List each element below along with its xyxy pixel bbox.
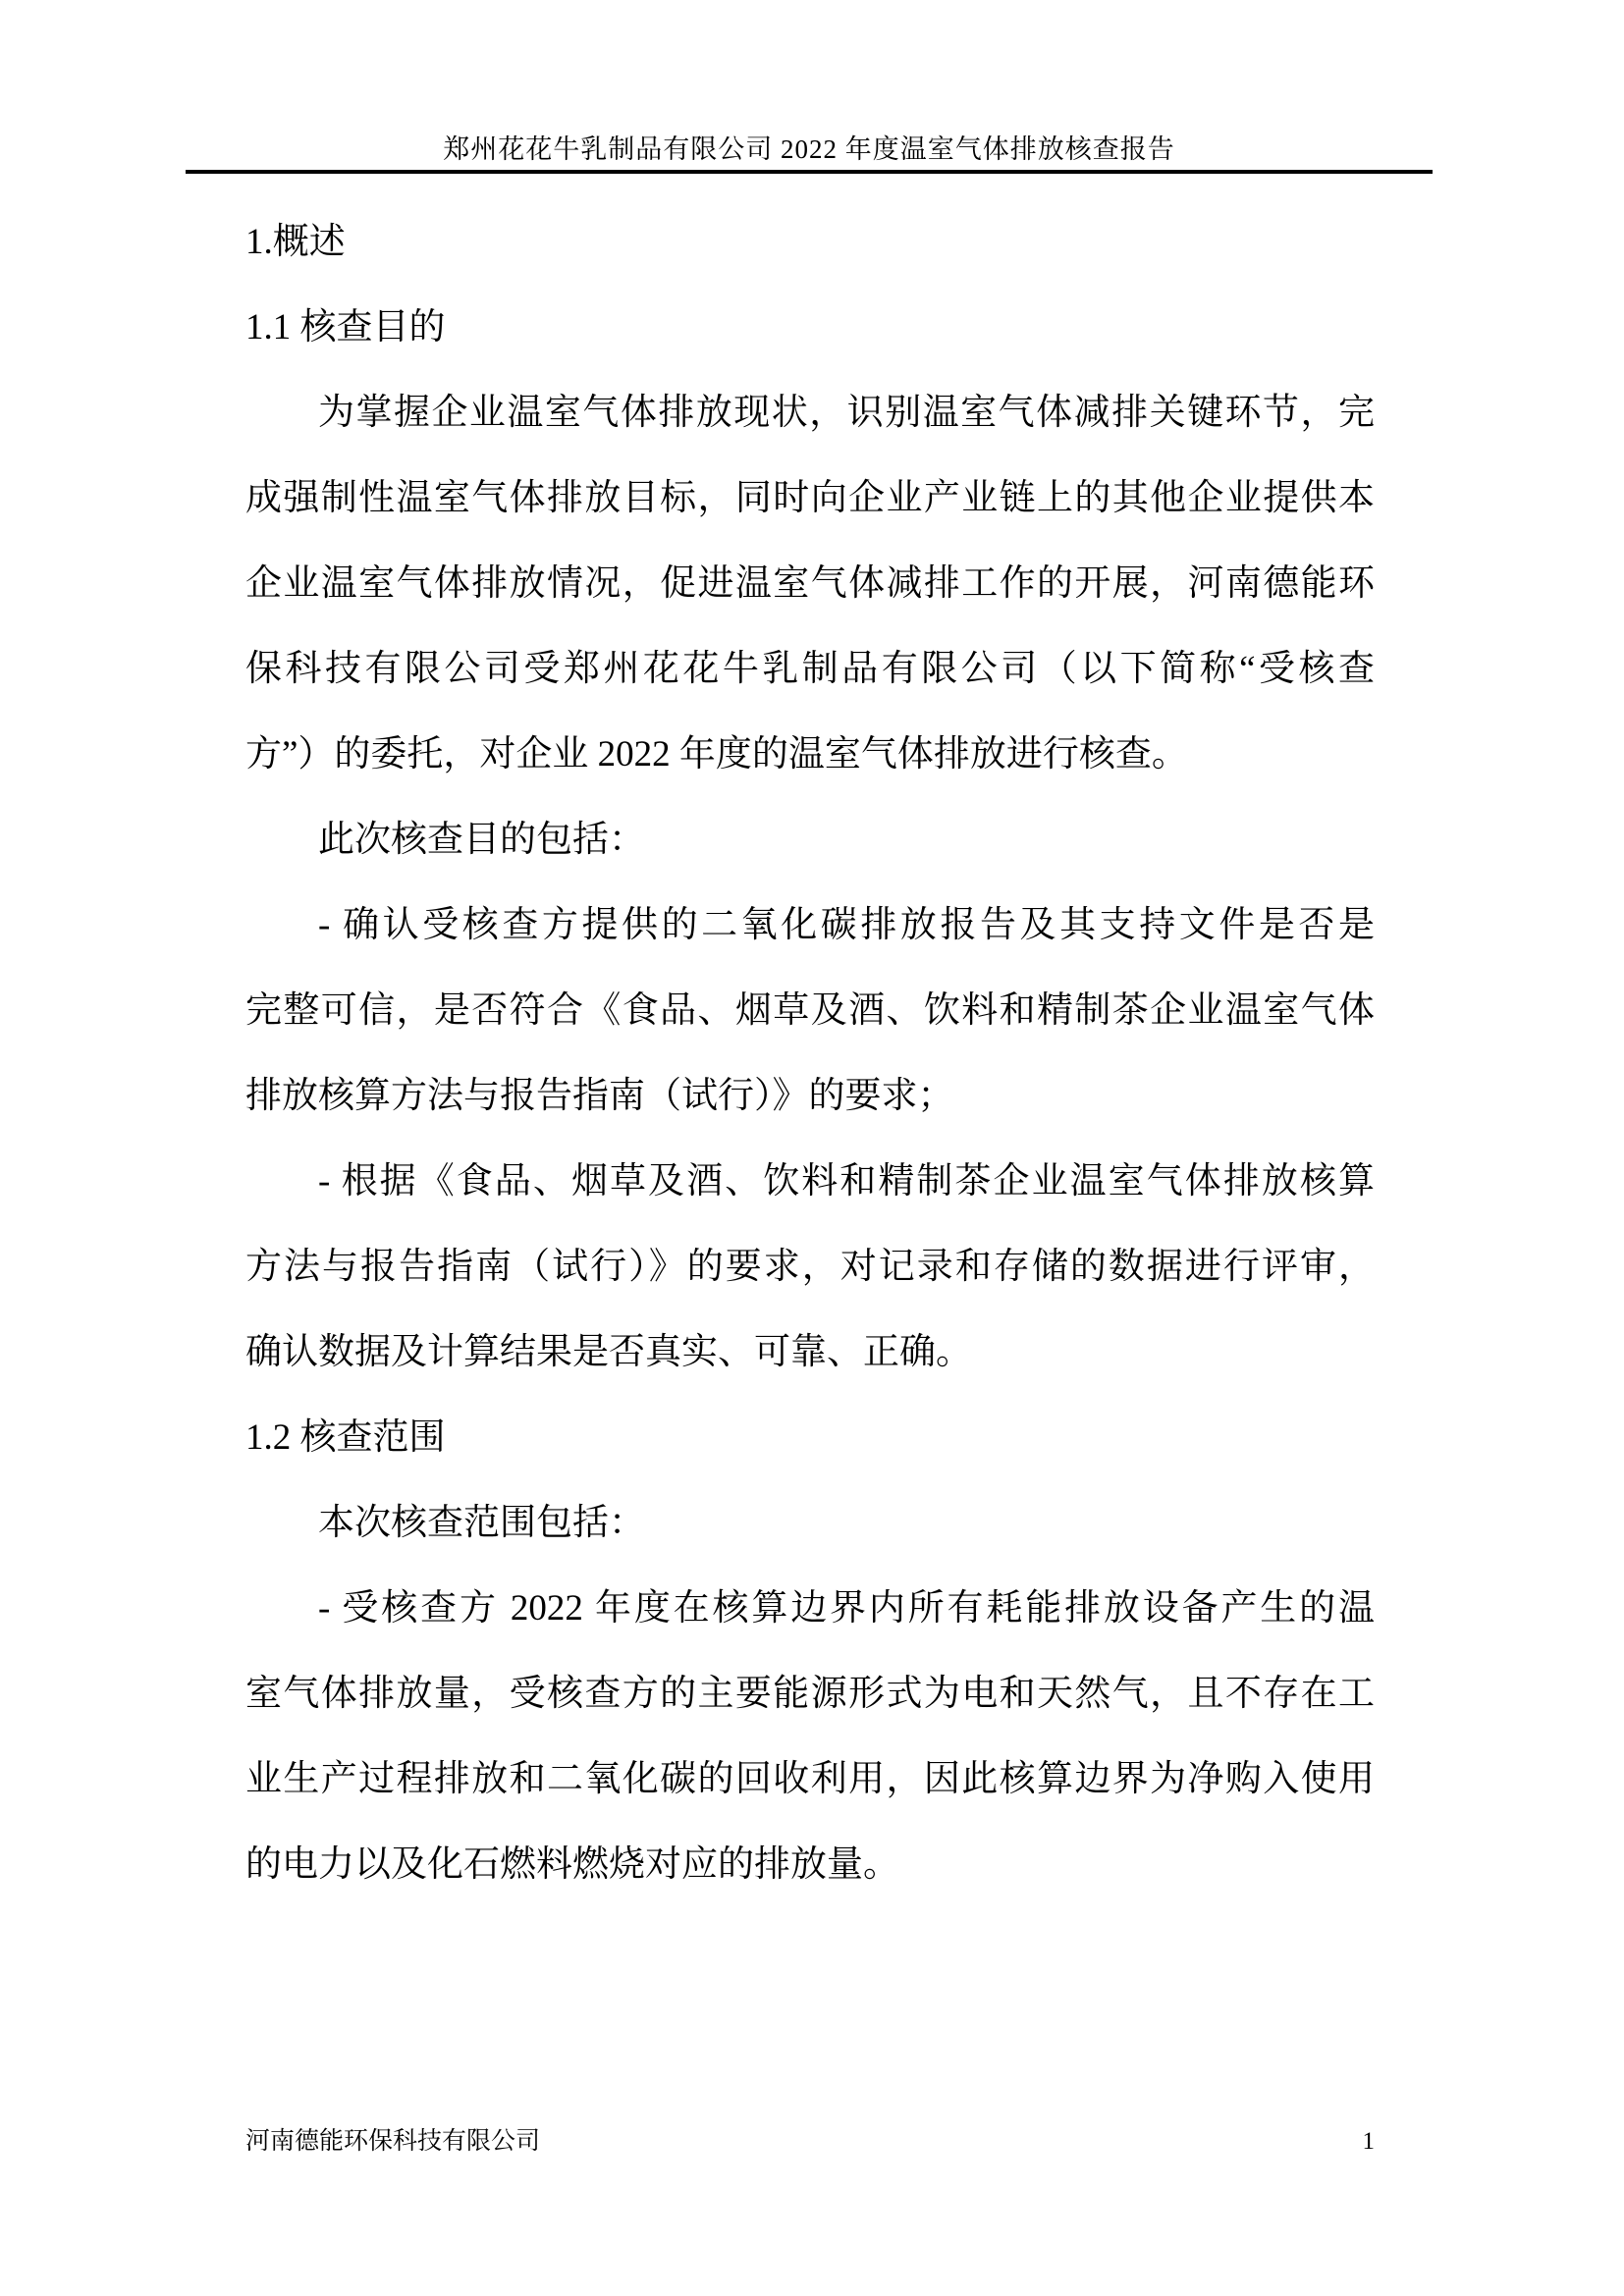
header-rule: [186, 170, 1433, 174]
text-line: 保科技有限公司受郑州花花牛乳制品有限公司（以下简称“受核查: [245, 649, 1375, 689]
text-line: 方法与报告指南（试行）》的要求，对记录和存储的数据进行评审，: [245, 1247, 1375, 1287]
section-heading: 1.1 核查目的: [245, 307, 446, 347]
text-line: 企业温室气体排放情况，促进温室气体减排工作的开展，河南德能环: [245, 563, 1375, 604]
content-lines: [245, 199, 1375, 1907]
text-line: 为掌握企业温室气体排放现状，识别温室气体减排关键环节，完: [318, 393, 1375, 433]
text-line: 完整可信，是否符合《食品、烟草及酒、饮料和精制茶企业温室气体: [245, 990, 1375, 1031]
text-line: - 受核查方 2022 年度在核算边界内所有耗能排放设备产生的温: [318, 1588, 1375, 1629]
text-line: 排放核算方法与报告指南（试行）》的要求；: [245, 1076, 954, 1116]
footer-page-number: 1: [1362, 2128, 1375, 2155]
text-line: 本次核查范围包括：: [318, 1503, 645, 1543]
text-line: 确认数据及计算结果是否真实、可靠、正确。: [245, 1332, 972, 1372]
text-line: 业生产过程排放和二氧化碳的回收利用，因此核算边界为净购入使用: [245, 1759, 1375, 1799]
text-line: 成强制性温室气体排放目标，同时向企业产业链上的其他企业提供本: [245, 478, 1375, 518]
text-line: - 根据《食品、烟草及酒、饮料和精制茶企业温室气体排放核算: [318, 1161, 1375, 1201]
page-header-title: 郑州花花牛乳制品有限公司 2022 年度温室气体排放核查报告: [443, 134, 1175, 164]
text-line: 方”）的委托，对企业 2022 年度的温室气体排放进行核查。: [245, 734, 1188, 774]
section-heading: 1.2 核查范围: [245, 1417, 446, 1458]
text-line: 的电力以及化石燃料燃烧对应的排放量。: [245, 1844, 899, 1885]
footer-company: 河南德能环保科技有限公司: [245, 2128, 541, 2155]
text-line: - 确认受核查方提供的二氧化碳排放报告及其支持文件是否是: [318, 905, 1375, 945]
text-line: 此次核查目的包括：: [318, 820, 645, 860]
section-heading: 1.概述: [245, 222, 346, 262]
text-line: 室气体排放量，受核查方的主要能源形式为电和天然气，且不存在工: [245, 1674, 1375, 1714]
